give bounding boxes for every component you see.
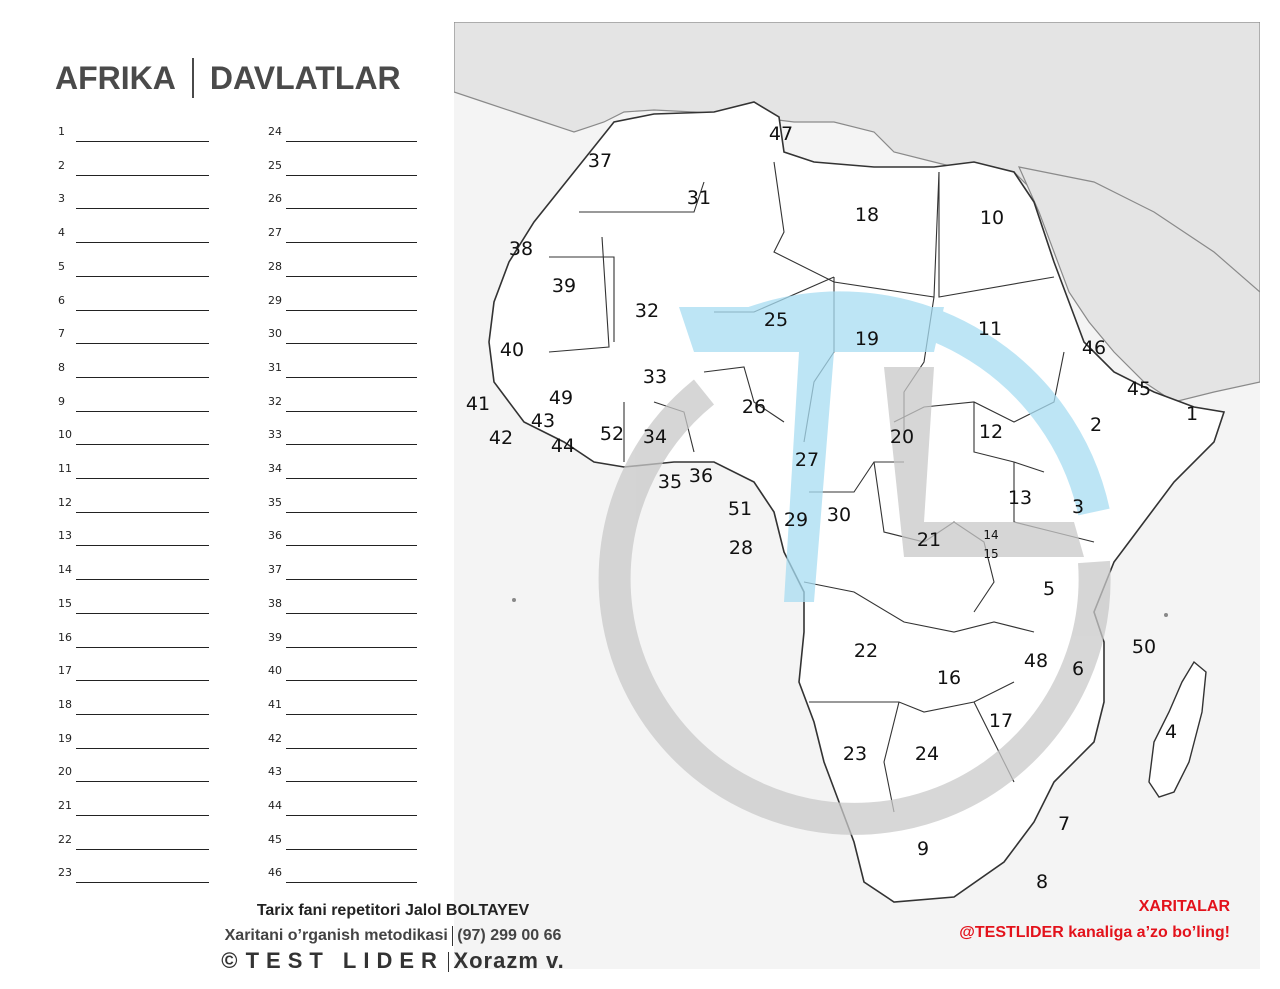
credits-block <box>168 902 618 974</box>
answer-row-3 <box>58 189 209 209</box>
answer-row-2 <box>58 156 209 176</box>
answer-number: 12 <box>58 495 72 509</box>
answer-blank-line[interactable] <box>286 647 417 648</box>
country-label-11: 11 <box>977 318 1003 340</box>
answer-row-33 <box>268 425 417 445</box>
answer-blank-line[interactable] <box>286 411 417 412</box>
answer-blank-line[interactable] <box>286 242 417 243</box>
answer-blank-line[interactable] <box>286 579 417 580</box>
answer-row-43 <box>268 762 417 782</box>
page-title <box>55 60 401 101</box>
answer-row-6 <box>58 291 209 311</box>
answer-row-12 <box>58 493 209 513</box>
answer-row-8 <box>58 358 209 378</box>
answer-blank-line[interactable] <box>286 208 417 209</box>
answer-blank-line[interactable] <box>76 613 209 614</box>
country-label-10: 10 <box>979 207 1005 229</box>
answer-row-42 <box>268 729 417 749</box>
answer-row-26 <box>268 189 417 209</box>
country-label-44: 44 <box>550 435 576 457</box>
answer-number: 23 <box>58 866 72 880</box>
country-label-45: 45 <box>1126 378 1152 400</box>
answer-row-23 <box>58 863 209 883</box>
country-label-4: 4 <box>1164 721 1178 743</box>
brand-name: TEST LIDER <box>245 948 444 973</box>
credit-method-text: Xaritani o’rganish metodikasi <box>224 927 448 945</box>
answer-row-18 <box>58 695 209 715</box>
answer-row-7 <box>58 324 209 344</box>
country-label-40: 40 <box>499 339 525 361</box>
copyright-symbol: © <box>221 948 239 973</box>
answer-blank-line[interactable] <box>76 512 209 513</box>
country-label-24: 24 <box>914 743 940 765</box>
answer-blank-line[interactable] <box>286 882 417 883</box>
country-label-42: 42 <box>488 427 514 449</box>
answer-number: 34 <box>268 462 282 475</box>
promo-block <box>959 898 1230 942</box>
answer-number: 6 <box>58 293 65 307</box>
country-label-21: 21 <box>916 529 942 551</box>
promo-title: XARITALAR <box>1138 898 1230 915</box>
country-label-48: 48 <box>1023 650 1049 672</box>
answer-number: 39 <box>268 630 282 644</box>
answer-number: 5 <box>58 259 65 273</box>
answer-row-14 <box>58 560 209 580</box>
answer-row-22 <box>58 830 209 850</box>
country-label-17: 17 <box>988 710 1014 732</box>
answer-number: 20 <box>58 765 72 779</box>
map-drawing <box>454 22 1260 969</box>
answer-number: 9 <box>58 394 65 408</box>
answer-row-44 <box>268 796 417 816</box>
country-label-13: 13 <box>1007 487 1033 509</box>
answer-blank-line[interactable] <box>286 175 417 176</box>
country-label-32: 32 <box>634 300 660 322</box>
answer-blank-line[interactable] <box>76 310 209 311</box>
answer-number: 4 <box>58 226 65 240</box>
answer-number: 8 <box>58 360 65 374</box>
answer-number: 45 <box>268 832 282 846</box>
answer-blank-line[interactable] <box>286 310 417 311</box>
country-label-12: 12 <box>978 421 1004 443</box>
answer-blank-line[interactable] <box>76 815 209 816</box>
country-label-20: 20 <box>889 426 915 448</box>
answer-blank-line[interactable] <box>286 781 417 782</box>
answer-number: 22 <box>58 832 72 846</box>
answer-number: 31 <box>268 360 282 374</box>
answer-blank-line[interactable] <box>76 579 209 580</box>
country-label-3: 3 <box>1071 496 1085 518</box>
answer-row-25 <box>268 156 417 176</box>
answer-row-20 <box>58 762 209 782</box>
answer-blank-line[interactable] <box>286 512 417 513</box>
country-label-8: 8 <box>1035 871 1049 893</box>
answer-blank-line[interactable] <box>286 613 417 614</box>
answer-number: 25 <box>268 158 282 172</box>
answer-blank-line[interactable] <box>286 748 417 749</box>
answer-row-10 <box>58 425 209 445</box>
answer-number: 37 <box>268 563 282 577</box>
answer-blank-line[interactable] <box>76 141 209 142</box>
country-label-23: 23 <box>842 743 868 765</box>
answer-number: 16 <box>58 630 72 644</box>
country-label-31: 31 <box>686 187 712 209</box>
answer-blank-line[interactable] <box>76 343 209 344</box>
country-label-50: 50 <box>1131 636 1157 658</box>
answer-blank-line[interactable] <box>76 242 209 243</box>
country-label-34: 34 <box>642 426 668 448</box>
answer-row-9 <box>58 392 209 412</box>
answer-number: 13 <box>58 529 72 543</box>
answer-number: 26 <box>268 192 282 206</box>
country-label-46: 46 <box>1081 337 1107 359</box>
answer-number: 46 <box>268 866 282 880</box>
answer-number: 40 <box>268 664 282 678</box>
answer-number: 14 <box>58 563 72 577</box>
answer-blank-line[interactable] <box>286 849 417 850</box>
country-label-47: 47 <box>768 123 794 145</box>
answer-blank-line[interactable] <box>76 849 209 850</box>
answer-number: 30 <box>268 327 282 341</box>
answer-blank-line[interactable] <box>76 208 209 209</box>
answer-row-21 <box>58 796 209 816</box>
answer-blank-line[interactable] <box>286 714 417 715</box>
answer-blank-line[interactable] <box>76 377 209 378</box>
answer-number: 42 <box>268 731 282 745</box>
answer-row-39 <box>268 628 417 648</box>
credit-phone: (97) 299 00 66 <box>457 927 562 945</box>
answer-number: 15 <box>58 596 72 610</box>
answer-blank-line[interactable] <box>76 748 209 749</box>
answer-row-46 <box>268 863 417 883</box>
answer-blank-line[interactable] <box>76 680 209 681</box>
country-label-29: 29 <box>783 509 809 531</box>
answer-blank-line[interactable] <box>286 444 417 445</box>
answer-blank-line[interactable] <box>286 141 417 142</box>
answer-row-13 <box>58 526 209 546</box>
answer-row-35 <box>268 493 417 513</box>
answer-blank-line[interactable] <box>286 478 417 479</box>
country-label-19: 19 <box>854 328 880 350</box>
answer-blank-line[interactable] <box>286 815 417 816</box>
country-label-28: 28 <box>728 537 754 559</box>
answer-blank-line[interactable] <box>286 343 417 344</box>
answer-blank-line[interactable] <box>76 444 209 445</box>
credit-brand <box>168 948 618 974</box>
answer-number: 1 <box>58 125 65 138</box>
answer-blank-line[interactable] <box>76 545 209 546</box>
credit-divider <box>452 926 454 946</box>
country-label-6: 6 <box>1071 658 1085 680</box>
brand-region: Xorazm v. <box>453 948 565 973</box>
answer-number: 35 <box>268 495 282 509</box>
country-label-2: 2 <box>1089 414 1103 436</box>
title-africa: AFRIKA <box>55 60 176 96</box>
title-separator <box>192 58 194 98</box>
answer-blank-line[interactable] <box>76 411 209 412</box>
answer-number: 24 <box>268 125 282 138</box>
credit-author: Tarix fani repetitori Jalol BOLTAYEV <box>256 902 530 919</box>
country-label-16: 16 <box>936 667 962 689</box>
answer-row-41 <box>268 695 417 715</box>
country-label-22: 22 <box>853 640 879 662</box>
answer-row-24 <box>268 122 417 142</box>
credit-method <box>168 926 618 946</box>
answer-row-31 <box>268 358 417 378</box>
answer-row-5 <box>58 257 209 277</box>
country-label-39: 39 <box>551 275 577 297</box>
answer-number: 2 <box>58 158 65 172</box>
answer-row-27 <box>268 223 417 243</box>
answer-number: 18 <box>58 697 72 711</box>
country-label-18: 18 <box>854 204 880 226</box>
country-label-35: 35 <box>657 471 683 493</box>
answer-row-1 <box>58 122 209 142</box>
answer-number: 44 <box>268 799 282 812</box>
country-label-7: 7 <box>1057 813 1071 835</box>
answer-blank-line[interactable] <box>76 882 209 883</box>
answer-blank-line[interactable] <box>286 680 417 681</box>
answer-number: 36 <box>268 529 282 543</box>
answer-blank-line[interactable] <box>76 175 209 176</box>
country-label-38: 38 <box>508 238 534 260</box>
country-label-14: 14 <box>983 528 999 542</box>
country-label-51: 51 <box>727 498 753 520</box>
answer-number: 19 <box>58 731 72 745</box>
answer-blank-line[interactable] <box>286 377 417 378</box>
country-label-37: 37 <box>587 150 613 172</box>
answer-row-28 <box>268 257 417 277</box>
promo-channel: @TESTLIDER kanaliga a’zo bo’ling! <box>959 924 1230 941</box>
country-label-25: 25 <box>763 309 789 331</box>
country-label-26: 26 <box>741 396 767 418</box>
answer-number: 27 <box>268 226 282 240</box>
country-label-41: 41 <box>465 393 491 415</box>
island-dot <box>1164 613 1168 617</box>
country-label-9: 9 <box>916 838 930 860</box>
answer-number: 38 <box>268 596 282 610</box>
answer-number: 7 <box>58 327 65 341</box>
answer-row-11 <box>58 459 209 479</box>
country-label-15: 15 <box>983 547 999 561</box>
answer-blank-line[interactable] <box>76 478 209 479</box>
answer-row-16 <box>58 628 209 648</box>
answer-row-38 <box>268 594 417 614</box>
answer-blank-line[interactable] <box>76 781 209 782</box>
answer-row-45 <box>268 830 417 850</box>
answer-row-34 <box>268 459 417 479</box>
answer-number: 29 <box>268 293 282 307</box>
answer-number: 3 <box>58 192 65 206</box>
brand-divider <box>448 952 450 972</box>
country-label-27: 27 <box>794 449 820 471</box>
answer-row-30 <box>268 324 417 344</box>
answer-row-4 <box>58 223 209 243</box>
answer-row-37 <box>268 560 417 580</box>
answer-number: 11 <box>58 462 72 475</box>
africa-map <box>454 22 1260 969</box>
answer-number: 33 <box>268 428 282 442</box>
answer-row-17 <box>58 661 209 681</box>
answer-row-40 <box>268 661 417 681</box>
title-countries: DAVLATLAR <box>209 60 401 96</box>
answer-row-29 <box>268 291 417 311</box>
answer-number: 17 <box>58 664 72 678</box>
country-label-30: 30 <box>826 504 852 526</box>
country-label-33: 33 <box>642 366 668 388</box>
country-label-5: 5 <box>1042 578 1056 600</box>
answer-number: 43 <box>268 765 282 779</box>
answer-number: 21 <box>58 799 72 812</box>
answer-blank-line[interactable] <box>286 276 417 277</box>
island-dot <box>512 598 516 602</box>
country-label-36: 36 <box>688 465 714 487</box>
answer-number: 41 <box>268 697 282 711</box>
country-label-49: 49 <box>548 387 574 409</box>
answer-blank-line[interactable] <box>76 276 209 277</box>
answer-row-15 <box>58 594 209 614</box>
country-label-43: 43 <box>530 410 556 432</box>
country-label-52: 52 <box>599 423 625 445</box>
answer-row-32 <box>268 392 417 412</box>
answer-blank-line[interactable] <box>76 647 209 648</box>
answer-blank-line[interactable] <box>76 714 209 715</box>
answer-blank-line[interactable] <box>286 545 417 546</box>
answer-row-36 <box>268 526 417 546</box>
country-label-1: 1 <box>1185 403 1199 425</box>
answer-row-19 <box>58 729 209 749</box>
answer-number: 10 <box>58 428 72 442</box>
answer-number: 32 <box>268 394 282 408</box>
answer-number: 28 <box>268 259 282 273</box>
